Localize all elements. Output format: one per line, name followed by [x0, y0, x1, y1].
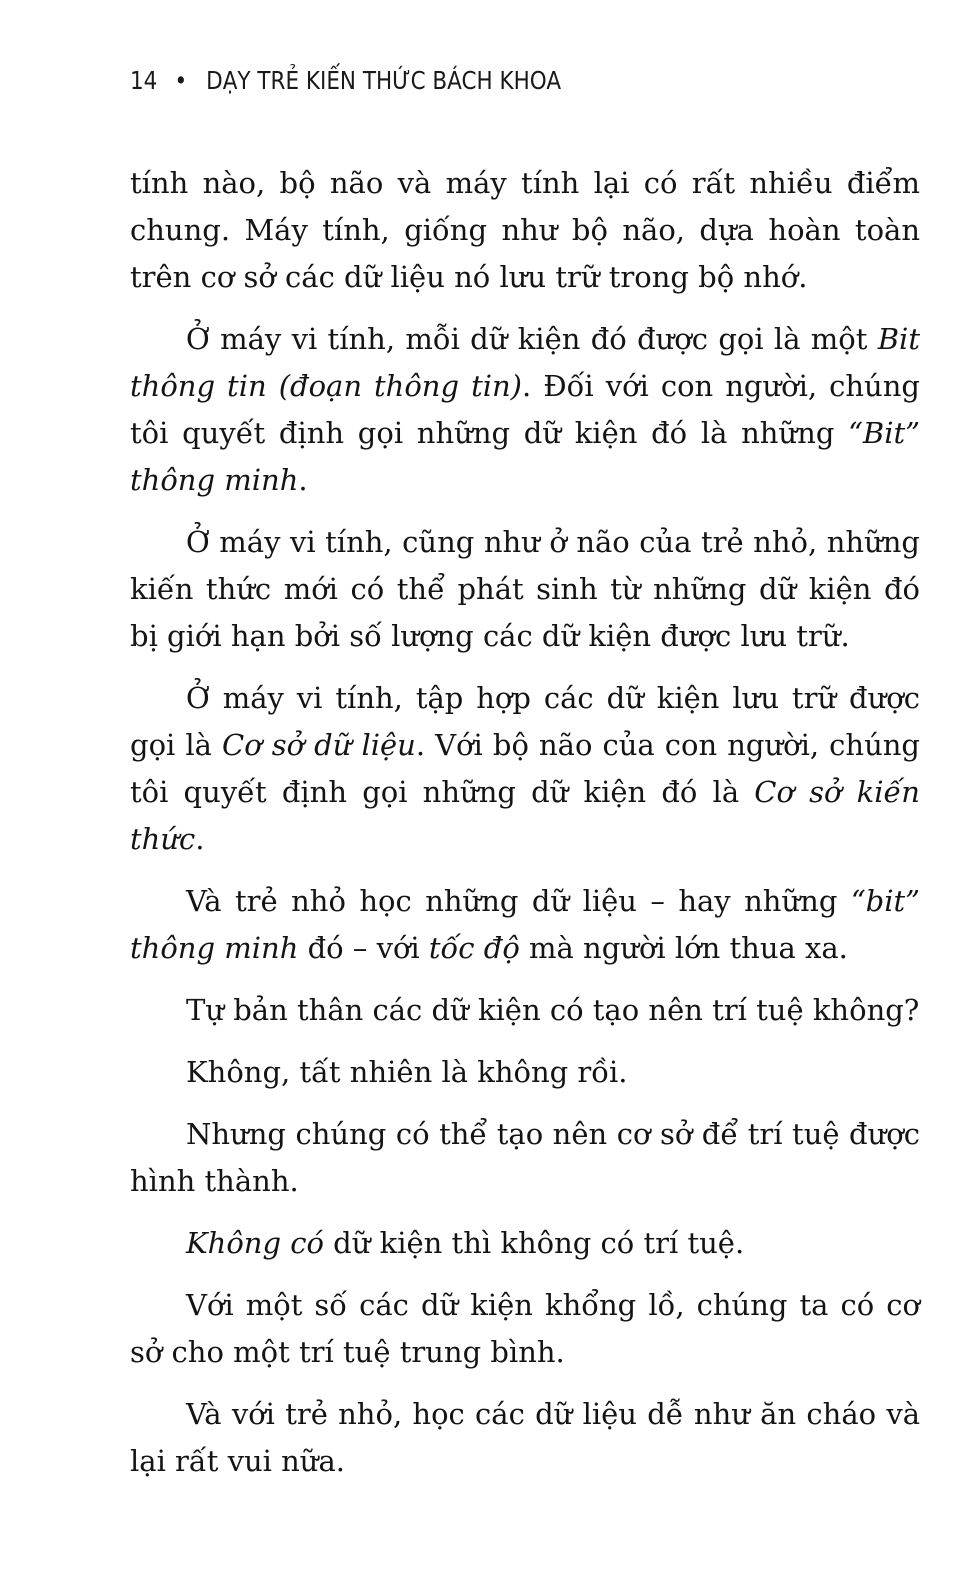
paragraph-5-text-e: mà người lớn thua xa. — [519, 931, 848, 965]
paragraph-7: Không, tất nhiên là không rồi. — [186, 1055, 628, 1089]
paragraph-4-italic-d: Cơ sở kiến thức — [130, 775, 920, 856]
paragraph-2-italic-b: Bit thông tin (đoạn thông tin) — [130, 322, 920, 403]
paragraph-6: Tự bản thân các dữ kiện có tạo nên trí tuệ không? — [186, 993, 920, 1027]
paragraph-5-text-a: Và trẻ nhỏ học những dữ liệu – hay những — [186, 884, 851, 918]
page-number: 14 — [130, 66, 158, 95]
paragraph-4-text-e: . — [195, 822, 205, 856]
paragraph-9 — [130, 1220, 920, 1267]
paragraph-11: Và với trẻ nhỏ, học các dữ liệu dễ như ăn cháo và lại rất vui nữa. — [130, 1397, 920, 1478]
paragraph-4-text-c: . Với bộ não của con người, chúng tôi quyết định gọi những dữ kiện đó là — [130, 728, 920, 809]
header-separator: • — [174, 66, 188, 95]
paragraph-3: Ở máy vi tính, cũng như ở não của trẻ nhỏ, những kiến thức mới có thể phát sinh từ những dữ kiện đó bị giới hạn bởi số lượng các dữ kiện được lưu trữ. — [130, 525, 920, 653]
paragraph-1: tính nào, bộ não và máy tính lại có rất nhiều điểm chung. Máy tính, giống như bộ não, dựa hoàn toàn trên cơ sở các dữ liệu nó lưu trữ trong bộ nhớ. — [130, 166, 920, 294]
paragraph-2 — [130, 316, 920, 504]
paragraph-9-text-b: dữ kiện thì không có trí tuệ. — [323, 1226, 745, 1260]
paragraph-5-italic-d: tốc độ — [428, 931, 520, 965]
paragraph-2-text-e: . — [298, 463, 308, 497]
running-header — [130, 66, 561, 95]
paragraph-4 — [130, 675, 920, 863]
book-title: DẠY TRẺ KIẾN THỨC BÁCH KHOA — [206, 66, 562, 95]
paragraph-2-text-a: Ở máy vi tính, mỗi dữ kiện đó được gọi là một — [186, 322, 878, 356]
paragraph-10: Với một số các dữ kiện khổng lồ, chúng ta có cơ sở cho một trí tuệ trung bình. — [130, 1288, 920, 1369]
paragraph-9-italic-a: Không có — [186, 1226, 324, 1260]
paragraph-5-text-c: đó – với — [298, 931, 429, 965]
paragraph-5-italic-b: “bit” thông minh — [130, 884, 920, 965]
paragraph-2-text-c: . Đối với con người, chúng tôi quyết định gọi những dữ kiện đó là những — [130, 369, 920, 450]
body-text — [130, 160, 920, 1500]
paragraph-8: Nhưng chúng có thể tạo nên cơ sở để trí tuệ được hình thành. — [130, 1117, 920, 1198]
paragraph-5 — [130, 878, 920, 972]
paragraph-2-italic-d: “Bit” thông minh — [130, 416, 920, 497]
paragraph-4-italic-b: Cơ sở dữ liệu — [222, 728, 416, 762]
paragraph-4-text-a: Ở máy vi tính, tập hợp các dữ kiện lưu trữ được gọi là — [130, 681, 920, 762]
